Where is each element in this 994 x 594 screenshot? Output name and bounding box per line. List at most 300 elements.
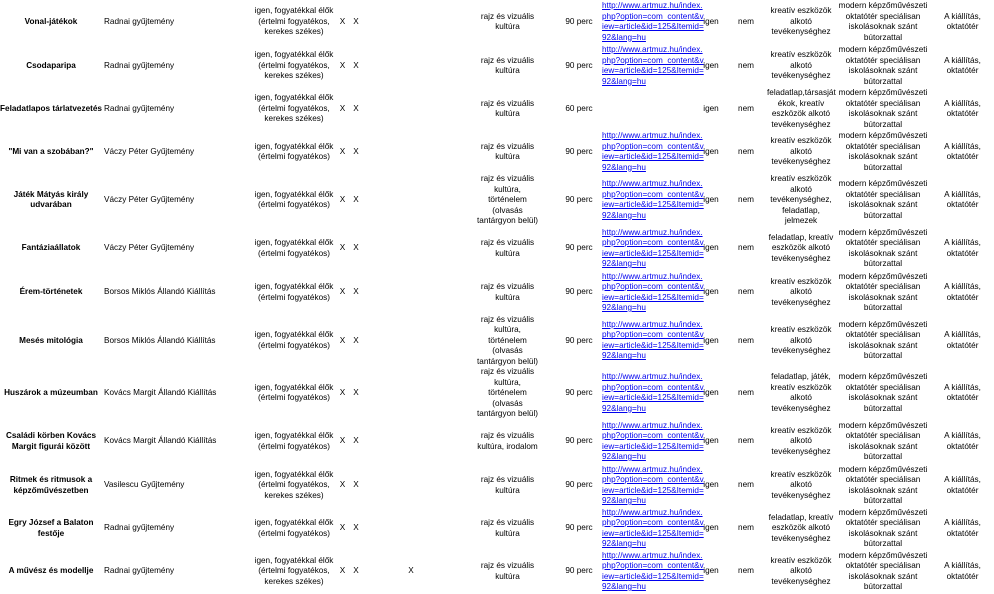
x-mark-cell: [363, 367, 459, 420]
collection-cell: Radnai gyűjtemény: [104, 60, 175, 70]
yes-cell: igen: [703, 103, 719, 113]
cell-line: oktatótér: [946, 485, 979, 495]
cell-line: bútorzattal: [863, 351, 903, 361]
cell-line: alkotó: [790, 393, 812, 403]
yes-cell: igen: [703, 388, 719, 397]
cell-line: modern képzőművészeti: [838, 420, 928, 430]
cell-line: oktatótér: [946, 152, 979, 161]
x-mark-cell: X: [353, 335, 359, 345]
cell-line: tevékenységhez: [771, 490, 831, 500]
cell-line: tevékenységhez: [771, 576, 831, 586]
cell-line: oktatótér: [946, 393, 979, 403]
target-group-cell: [252, 88, 336, 130]
cell-line: A kiállítás,: [944, 98, 981, 108]
cell-line: A kiállítás,: [944, 518, 981, 527]
cell-line: tevékenységhez: [771, 119, 831, 129]
program-link[interactable]: [602, 421, 704, 463]
cell-line: oktatótér speciálisan: [845, 55, 921, 65]
target-group-cell: [252, 0, 336, 44]
cell-line: 92&lang=hu: [602, 496, 646, 505]
no-cell: nem: [738, 146, 754, 156]
cell-line: iew=article&id=125&Itemid=: [602, 393, 704, 403]
yes-cell: igen: [703, 523, 719, 533]
cell-line: (értelmi fogyatékos): [258, 248, 330, 258]
duration-cell: 90 perc: [565, 287, 593, 297]
cell-line: oktatótér speciálisan: [845, 238, 921, 247]
cell-line: iew=article&id=125&Itemid=: [602, 571, 704, 581]
x-mark-cell: X: [339, 16, 346, 26]
program-link[interactable]: [602, 228, 704, 270]
cell-line: iskolásoknak szánt: [848, 200, 918, 210]
cell-line: A kiállítás,: [944, 189, 981, 199]
cell-line: A kiállítás,: [944, 282, 981, 291]
x-mark-cell: X: [339, 523, 346, 533]
cell-line: kreatív eszközök: [770, 6, 832, 16]
x-mark-cell: [363, 0, 459, 44]
cell-line: kreatív eszközök: [770, 50, 832, 60]
program-name-cell: Huszárok a múzeumban: [4, 388, 98, 397]
collection-cell: Váczy Péter Gyűjtemény: [104, 243, 195, 253]
link-cell[interactable]: [602, 0, 704, 44]
x-mark-cell: X: [353, 243, 359, 253]
cell-line: igen, fogyatékkal élők: [254, 330, 334, 340]
cell-line: alkotó: [790, 480, 812, 490]
subject-cell: [459, 88, 556, 130]
cell-line: php?option=com_content&v: [602, 238, 704, 247]
cell-line: 92&lang=hu: [602, 539, 646, 548]
cell-line: iew=article&id=125&Itemid=: [602, 292, 704, 302]
x-mark-cell: X: [339, 436, 346, 446]
x-mark-cell: X: [339, 335, 346, 345]
location-cell: [931, 420, 994, 464]
target-group-cell: [252, 44, 336, 88]
cell-line: kreatív eszközök: [770, 382, 832, 392]
location-cell: [931, 227, 994, 271]
cell-line: oktatótér speciálisan: [845, 475, 921, 484]
cell-line: oktatótér: [946, 571, 979, 581]
program-name-cell: Egry József a Balaton festője: [8, 518, 94, 538]
x-mark-cell: [363, 88, 459, 130]
duration-cell: 90 perc: [565, 480, 593, 490]
yes-cell: igen: [703, 146, 719, 156]
cell-line: modern képzőművészeti: [838, 179, 928, 189]
cell-line: (értelmi fogyatékos,: [258, 103, 330, 113]
venue-cell: [835, 367, 931, 420]
cell-line: php?option=com_content&v: [602, 189, 704, 199]
cell-line: alkotó: [790, 60, 812, 70]
cell-line: oktatótér: [946, 441, 979, 451]
cell-line: iskolásoknak szánt: [848, 109, 918, 118]
cell-line: kultúra,: [494, 377, 521, 387]
cell-line: php?option=com_content&v: [602, 282, 704, 291]
cell-line: oktatótér speciálisan: [845, 282, 921, 291]
cell-line: bútorzattal: [863, 76, 903, 86]
cell-line: 92&lang=hu: [602, 210, 646, 220]
collection-cell: Vasilescu Gyűjtemény: [104, 480, 185, 490]
collection-cell: Váczy Péter Gyűjtemény: [104, 146, 195, 156]
cell-line: oktatótér: [946, 340, 979, 350]
table-row: [0, 464, 994, 508]
cell-line: kultúra: [495, 109, 520, 118]
program-link[interactable]: [602, 508, 704, 550]
cell-line: tevékenységhez,: [770, 195, 832, 204]
program-link[interactable]: [602, 465, 704, 507]
link-cell[interactable]: [602, 464, 704, 508]
subject-cell: [459, 130, 556, 174]
duration-cell: 90 perc: [565, 16, 593, 26]
cell-line: iskolásoknak szánt: [848, 441, 918, 451]
venue-cell: [835, 0, 931, 44]
cell-line: iew=article&id=125&Itemid=: [602, 66, 704, 75]
cell-line: rajz és vizuális: [480, 55, 535, 65]
cell-line: iskolásoknak szánt: [848, 340, 918, 350]
cell-line: feladatlap, játék,: [771, 372, 831, 382]
link-cell[interactable]: [602, 174, 704, 227]
program-name-cell: Feladatlapos tárlatvezetés: [0, 103, 102, 113]
cell-line: oktatótér: [946, 200, 979, 210]
x-mark-cell: [363, 130, 459, 174]
method-cell: [767, 130, 835, 174]
link-cell[interactable]: [602, 315, 704, 368]
x-mark-cell: [363, 271, 459, 315]
cell-line: alkotó: [790, 287, 812, 297]
cell-line: php?option=com_content&v: [602, 11, 704, 21]
cell-line: tevékenységhez: [771, 446, 831, 456]
cell-line: történelem: [488, 195, 527, 204]
cell-line: kreatív eszközök: [770, 276, 832, 286]
cell-line: modern képzőművészeti: [838, 372, 928, 382]
cell-line: (olvasás: [492, 346, 523, 355]
program-name-cell: Fantáziaállatok: [21, 243, 81, 253]
program-link[interactable]: [602, 179, 704, 221]
location-cell: [931, 88, 994, 130]
collection-cell: Radnai gyűjtemény: [104, 566, 175, 576]
x-mark-cell: X: [353, 523, 359, 533]
cell-line: iew=article&id=125&Itemid=: [602, 441, 704, 451]
cell-line: modern képzőművészeti: [838, 88, 928, 97]
cell-line: alkotó: [790, 566, 812, 576]
duration-cell: 90 perc: [565, 523, 593, 533]
cell-line: kreatív eszközök: [770, 469, 832, 479]
subject-cell: [459, 271, 556, 315]
location-cell: [931, 130, 994, 174]
duration-cell: 90 perc: [565, 60, 593, 70]
location-cell: [931, 367, 994, 420]
subject-cell: [459, 508, 556, 550]
cell-line: tevékenységhez: [771, 27, 831, 37]
cell-line: 92&lang=hu: [602, 403, 646, 413]
x-mark-cell: X: [339, 146, 346, 156]
method-cell: [767, 464, 835, 508]
cell-line: kerekes székes): [264, 490, 324, 500]
cell-line: kreatív eszközök: [770, 555, 832, 565]
method-cell: [767, 88, 835, 130]
cell-line: történelem: [488, 335, 527, 345]
venue-cell: [835, 227, 931, 271]
subject-cell: [459, 367, 556, 420]
cell-line: iew=article&id=125&Itemid=: [602, 248, 704, 258]
cell-line: bútorzattal: [863, 403, 903, 413]
x-mark-cell: [363, 44, 459, 88]
cell-line: modern képzőművészeti: [838, 45, 928, 54]
yes-cell: igen: [703, 287, 719, 297]
cell-line: iskolásoknak szánt: [848, 152, 918, 161]
table-row: [0, 550, 994, 594]
cell-line: php?option=com_content&v: [602, 431, 704, 440]
target-group-cell: [252, 508, 336, 550]
x-mark-cell: X: [339, 60, 346, 70]
cell-line: iskolásoknak szánt: [848, 485, 918, 495]
link-cell[interactable]: [602, 420, 704, 464]
cell-line: modern képzőművészeti: [838, 464, 928, 474]
cell-line: igen, fogyatékkal élők: [254, 141, 334, 151]
duration-cell: 90 perc: [565, 195, 593, 204]
cell-line: http://www.artmuz.hu/index.: [602, 227, 703, 237]
yes-cell: igen: [703, 436, 719, 446]
cell-line: php?option=com_content&v: [602, 561, 704, 570]
cell-line: modern képzőművészeti: [838, 319, 928, 329]
x-mark-cell: X: [353, 566, 359, 576]
link-cell[interactable]: [602, 227, 704, 271]
cell-line: jelmezek: [784, 216, 818, 225]
cell-line: kultúra: [495, 292, 520, 302]
location-cell: [931, 508, 994, 550]
duration-cell: 90 perc: [565, 436, 593, 446]
target-group-cell: [252, 550, 336, 594]
subject-cell: [459, 550, 556, 594]
cell-line: iew=article&id=125&Itemid=: [602, 22, 704, 31]
cell-line: tevékenységhez: [771, 157, 831, 167]
cell-line: (értelmi fogyatékos): [258, 441, 330, 451]
no-cell: nem: [738, 243, 754, 253]
x-mark-cell: X: [408, 566, 414, 576]
cell-line: modern képzőművészeti: [838, 131, 928, 140]
cell-line: igen, fogyatékkal élők: [254, 238, 334, 247]
cell-line: http://www.artmuz.hu/index.: [602, 372, 703, 382]
table-row: [0, 44, 994, 88]
cell-line: tantárgyon belül): [477, 356, 538, 366]
target-group-cell: [252, 420, 336, 464]
cell-line: (értelmi fogyatékos): [258, 340, 330, 350]
cell-line: iew=article&id=125&Itemid=: [602, 485, 704, 495]
table-row: [0, 0, 994, 44]
cell-line: http://www.artmuz.hu/index.: [602, 179, 703, 189]
program-name-cell: "Mi van a szobában?": [8, 146, 94, 156]
cell-line: php?option=com_content&v: [602, 475, 704, 484]
cell-line: rajz és vizuális: [480, 98, 535, 108]
program-link[interactable]: [602, 272, 704, 314]
cell-line: alkotó: [790, 436, 812, 446]
cell-line: 92&lang=hu: [602, 76, 646, 86]
cell-line: 92&lang=hu: [602, 32, 646, 42]
cell-line: eszközök alkotó: [771, 243, 831, 253]
cell-line: (értelmi fogyatékos): [258, 528, 330, 538]
table-row: [0, 271, 994, 315]
no-cell: nem: [738, 480, 754, 490]
subject-cell: [459, 315, 556, 368]
duration-cell: 90 perc: [565, 388, 593, 397]
no-cell: nem: [738, 436, 754, 446]
link-cell[interactable]: [602, 550, 704, 594]
link-cell: [602, 88, 697, 130]
cell-line: kultúra: [495, 248, 520, 258]
cell-line: 92&lang=hu: [602, 452, 646, 461]
program-link[interactable]: [602, 1, 704, 43]
cell-line: http://www.artmuz.hu/index.: [602, 319, 703, 329]
cell-line: iskolásoknak szánt: [848, 22, 918, 31]
cell-line: iew=article&id=125&Itemid=: [602, 340, 704, 350]
cell-line: kultúra: [495, 528, 520, 538]
x-mark-cell: [363, 508, 459, 550]
cell-line: oktatótér: [946, 292, 979, 302]
method-cell: [767, 550, 835, 594]
method-cell: [767, 227, 835, 271]
cell-line: tantárgyon belül): [477, 216, 538, 225]
cell-line: oktatótér: [946, 109, 979, 118]
program-link[interactable]: [602, 320, 704, 362]
location-cell: [931, 0, 994, 44]
cell-line: bútorzattal: [863, 119, 903, 129]
x-mark-cell: X: [353, 146, 359, 156]
table-row: [0, 130, 994, 174]
collection-cell: Radnai gyűjtemény: [104, 103, 175, 113]
table-row: [0, 367, 994, 420]
cell-line: rajz és vizuális: [480, 174, 535, 183]
venue-cell: [835, 44, 931, 88]
cell-line: modern képzőművészeti: [838, 271, 928, 281]
x-mark-cell: X: [353, 436, 359, 446]
venue-cell: [835, 420, 931, 464]
program-link[interactable]: [602, 551, 704, 593]
program-name-cell: Csodaparipa: [26, 60, 76, 70]
program-link[interactable]: [602, 45, 704, 87]
method-cell: [767, 315, 835, 368]
cell-line: rajz és vizuális: [480, 11, 535, 21]
link-cell[interactable]: [602, 507, 704, 550]
cell-line: eszközök alkotó: [771, 109, 831, 118]
cell-line: php?option=com_content&v: [602, 141, 704, 151]
cell-line: iskolásoknak szánt: [848, 292, 918, 302]
cell-line: A kiállítás,: [944, 475, 981, 484]
x-mark-cell: X: [353, 480, 359, 490]
cell-line: oktatótér speciálisan: [845, 11, 921, 21]
venue-cell: [835, 508, 931, 550]
cell-line: igen, fogyatékkal élők: [254, 189, 334, 199]
program-link[interactable]: [602, 372, 704, 414]
table-row: [0, 227, 994, 271]
subject-cell: [459, 227, 556, 271]
cell-line: A kiállítás,: [944, 561, 981, 570]
link-cell[interactable]: [602, 271, 704, 315]
subject-cell: [459, 174, 556, 227]
cell-line: (értelmi fogyatékos,: [258, 60, 330, 70]
cell-line: (olvasás: [492, 205, 523, 215]
cell-line: http://www.artmuz.hu/index.: [602, 550, 703, 560]
cell-line: igen, fogyatékkal élők: [254, 431, 334, 440]
cell-line: (értelmi fogyatékos,: [258, 480, 330, 490]
cell-line: bútorzattal: [863, 259, 903, 268]
x-mark-cell: X: [339, 287, 346, 297]
cell-line: modern képzőművészeti: [838, 550, 928, 560]
link-cell[interactable]: [602, 367, 704, 420]
cell-line: kerekes székes): [264, 114, 324, 124]
cell-line: tevékenységhez: [771, 71, 831, 81]
program-name-cell: Mesés mitológia: [19, 335, 83, 345]
cell-line: A kiállítás,: [944, 431, 981, 440]
collection-cell: Borsos Miklós Állandó Kiállítás: [104, 287, 216, 297]
yes-cell: igen: [703, 243, 719, 253]
cell-line: oktatótér speciálisan: [845, 189, 921, 199]
cell-line: rajz és vizuális: [480, 141, 535, 151]
cell-line: igen, fogyatékkal élők: [254, 555, 334, 565]
link-cell[interactable]: [602, 130, 704, 174]
location-cell: [931, 44, 994, 88]
cell-line: oktatótér: [946, 528, 979, 538]
cell-line: bútorzattal: [863, 452, 903, 461]
link-cell[interactable]: [602, 44, 704, 88]
subject-cell: [459, 464, 556, 508]
method-cell: [767, 420, 835, 464]
cell-line: (értelmi fogyatékos): [258, 152, 330, 161]
no-cell: nem: [738, 287, 754, 297]
x-mark-cell: X: [353, 60, 359, 70]
cell-line: 92&lang=hu: [602, 303, 646, 312]
cell-line: oktatótér speciálisan: [845, 561, 921, 570]
cell-line: ékok, kreatív: [777, 98, 825, 108]
cell-line: igen, fogyatékkal élők: [254, 50, 334, 60]
cell-line: http://www.artmuz.hu/index.: [602, 1, 703, 10]
cell-line: igen, fogyatékkal élők: [254, 282, 334, 291]
cell-line: oktatótér: [946, 22, 979, 31]
x-mark-cell: [363, 464, 459, 508]
cell-line: kultúra,: [494, 325, 521, 334]
cell-line: alkotó: [790, 146, 812, 156]
cell-line: oktatótér speciálisan: [845, 330, 921, 340]
cell-line: tevékenységhez: [771, 533, 831, 543]
x-mark-cell: X: [339, 195, 346, 204]
cell-line: rajz és vizuális: [480, 431, 535, 440]
yes-cell: igen: [703, 195, 719, 204]
cell-line: rajz és vizuális: [480, 561, 535, 570]
subject-cell: [459, 0, 556, 44]
x-mark-cell: X: [339, 388, 346, 397]
cell-line: tevékenységhez: [771, 403, 831, 413]
subject-cell: [459, 44, 556, 88]
cell-line: modern képzőművészeti: [838, 227, 928, 237]
cell-line: rajz és vizuális: [480, 367, 535, 376]
x-mark-cell: [363, 420, 459, 464]
cell-line: http://www.artmuz.hu/index.: [602, 464, 703, 474]
cell-line: iew=article&id=125&Itemid=: [602, 152, 704, 161]
cell-line: bútorzattal: [863, 496, 903, 505]
collection-cell: Radnai gyűjtemény: [104, 523, 175, 533]
cell-line: tantárgyon belül): [477, 409, 538, 418]
venue-cell: [835, 174, 931, 227]
yes-cell: igen: [703, 16, 719, 26]
no-cell: nem: [738, 523, 754, 533]
cell-line: (értelmi fogyatékos,: [258, 16, 330, 26]
location-cell: [931, 464, 994, 508]
cell-line: iskolásoknak szánt: [848, 393, 918, 403]
no-cell: nem: [738, 16, 754, 26]
method-cell: [767, 44, 835, 88]
cell-line: oktatótér speciálisan: [845, 141, 921, 151]
cell-line: kerekes székes): [264, 27, 324, 37]
cell-line: bútorzattal: [863, 582, 903, 591]
cell-line: rajz és vizuális: [480, 282, 535, 291]
program-link[interactable]: [602, 131, 704, 173]
cell-line: rajz és vizuális: [480, 518, 535, 527]
